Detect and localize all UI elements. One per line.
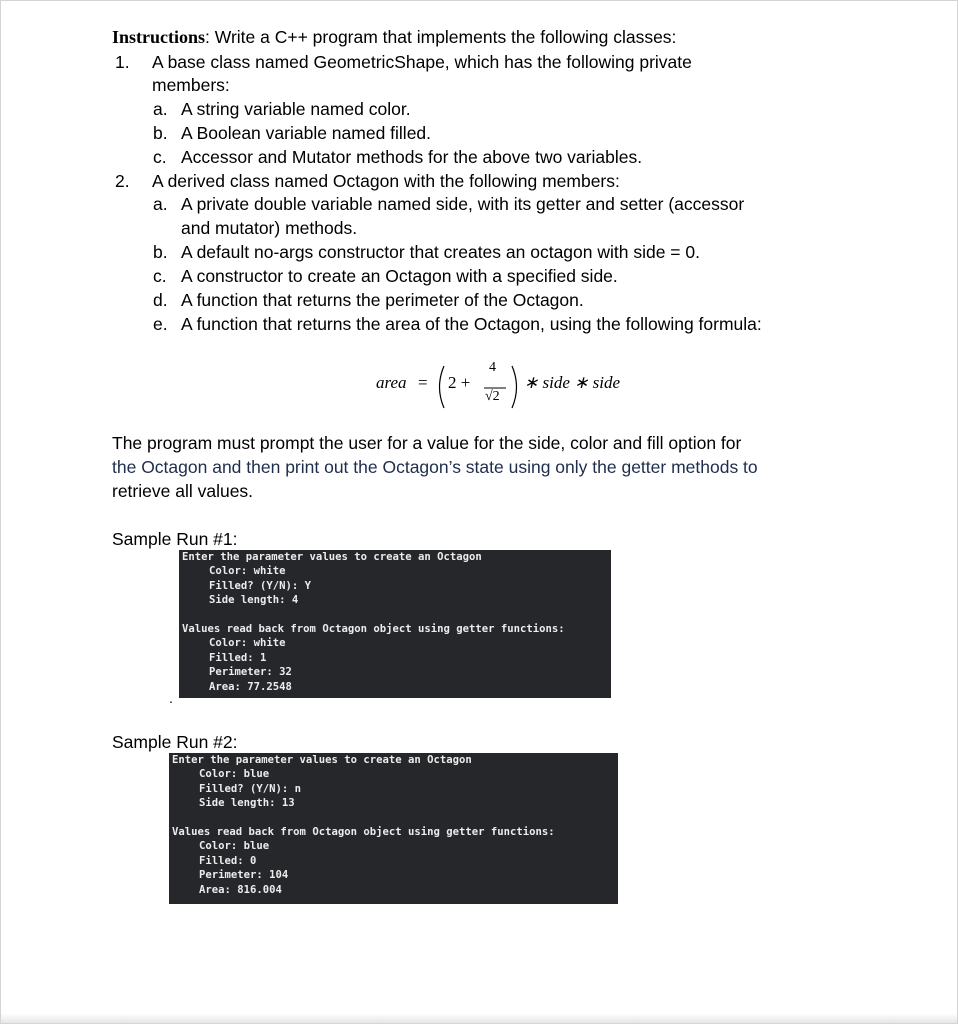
sample2-label: Sample Run #2:: [112, 732, 238, 752]
item2-sub-a-text2: and mutator) methods.: [181, 218, 358, 238]
page-bottom-edge: [1, 1013, 957, 1023]
item2-sub-b-letter: b.: [153, 242, 168, 262]
sample1-label: Sample Run #1:: [112, 529, 238, 549]
formula-equals: =: [418, 373, 428, 392]
terminal-line: Color: white: [209, 637, 286, 650]
item1-line1: A base class named GeometricShape, which has the following private: [152, 52, 692, 72]
item1-sub-c-letter: c.: [153, 147, 167, 167]
instructions-intro: : Write a C++ program that implements the following classes:: [205, 27, 677, 47]
item2-line1: A derived class named Octagon with the following members:: [152, 171, 620, 191]
instructions-heading: [112, 26, 676, 48]
formula-two-plus: 2 +: [448, 373, 471, 392]
terminal-line: Side length: 4: [209, 594, 299, 607]
item2-sub-b-text: A default no-args constructor that creates an octagon with side = 0.: [181, 242, 700, 262]
terminal-line: Side length: 13: [199, 797, 295, 810]
area-formula: [376, 362, 636, 412]
item2-number: 2.: [115, 171, 130, 191]
item2-sub-c-letter: c.: [153, 266, 167, 286]
item2-sub-c-text: A constructor to create an Octagon with a specified side.: [181, 266, 618, 286]
formula-lhs: area: [376, 373, 407, 392]
instructions-label: Instructions: [112, 27, 206, 47]
item1-number: 1.: [115, 52, 130, 72]
terminal-line: Enter the parameter values to create an Octagon: [172, 754, 472, 766]
item1-sub-a-text: A string variable named color.: [181, 99, 411, 119]
item1-line2: members:: [152, 75, 230, 95]
stray-dot: .: [169, 690, 173, 706]
item1-sub-c-text: Accessor and Mutator methods for the above two variables.: [181, 147, 643, 167]
formula-numerator: 4: [489, 360, 496, 375]
terminal-line: Color: blue: [199, 768, 270, 781]
terminal-line: Filled? (Y/N): Y: [209, 579, 312, 592]
item1-sub-a-letter: a.: [153, 99, 168, 119]
prompt-line1: The program must prompt the user for a value for the side, color and fill option for: [112, 433, 742, 453]
item2-sub-d-letter: d.: [153, 290, 168, 310]
item2-sub-a-letter: a.: [153, 194, 168, 214]
terminal-line: Area: 77.2548: [209, 680, 292, 693]
sample1-terminal: [179, 550, 611, 698]
item2-sub-d-text: A function that returns the perimeter of the Octagon.: [181, 290, 584, 310]
sample2-terminal: [169, 753, 618, 904]
terminal-line: Filled: 0: [199, 854, 257, 867]
item2-sub-e-letter: e.: [153, 314, 168, 334]
terminal-line: Area: 816.004: [199, 883, 282, 896]
terminal-line: Values read back from Octagon object using getter functions:: [172, 825, 555, 838]
formula-rest: ∗ side ∗ side: [524, 373, 621, 392]
terminal-line: Color: blue: [199, 840, 270, 853]
formula-denominator: √2: [485, 389, 500, 404]
item1-sub-b-letter: b.: [153, 123, 168, 143]
terminal-line: Perimeter: 32: [209, 666, 292, 679]
terminal-line: Filled: 1: [209, 651, 267, 664]
terminal-line: Perimeter: 104: [199, 869, 289, 882]
item2-sub-e-text: A function that returns the area of the Octagon, using the following formula:: [181, 314, 762, 334]
prompt-line2: the Octagon and then print out the Octagon’s state using only the getter methods to: [112, 457, 758, 477]
prompt-line3: retrieve all values.: [112, 481, 254, 501]
item2-sub-a-text: A private double variable named side, with its getter and setter (accessor: [181, 194, 745, 214]
terminal-line: Enter the parameter values to create an Octagon: [182, 551, 482, 563]
item1-sub-b-text: A Boolean variable named filled.: [181, 123, 432, 143]
terminal-line: Values read back from Octagon object using getter functions:: [182, 622, 565, 635]
terminal-line: Color: white: [209, 565, 286, 578]
terminal-line: Filled? (Y/N): n: [199, 782, 302, 795]
